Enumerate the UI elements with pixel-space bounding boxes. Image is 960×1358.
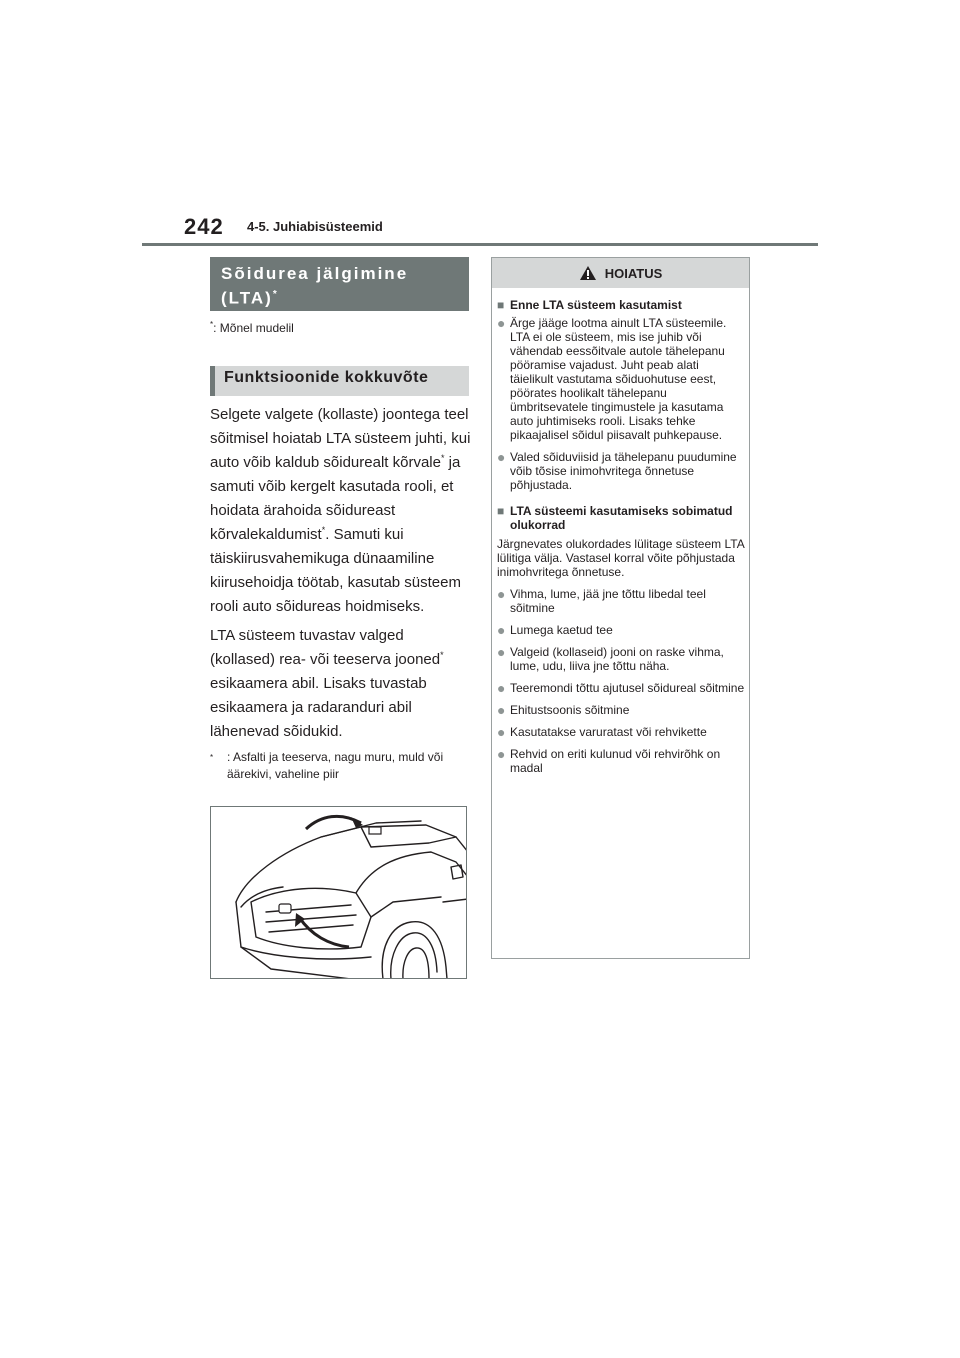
bullet-icon: ●	[497, 702, 506, 718]
note-asterisk: *	[210, 320, 214, 329]
list-item	[497, 747, 745, 775]
car-front-camera-radar-icon	[211, 807, 467, 979]
warning-section-1	[497, 298, 745, 312]
list-item	[497, 450, 745, 492]
list-item	[497, 725, 745, 739]
bullet-icon: ●	[497, 724, 506, 740]
warning-section-2	[497, 504, 745, 532]
warning-section-1-title: Enne LTA süsteem kasutamist	[510, 298, 682, 312]
p1-part2: ja samuti võib kergelt kasutada rooli, et hoidata ärahoida sõidureast kõrvalekaldumist	[210, 454, 461, 543]
list-item-text: Ärge jääge lootma ainult LTA süsteemile. LTA ei ole süsteem, mis ise juhib või vähendab eessõitvale autole tähelepanu pööramise vajadust. Juht peab alati täielikult vastutama sõiduohutuse eest, pöörates hoolikalt tähelepanu ümbritsevatele tingimustele ja kasutama auto juhtimiseks rooli. Lisaks tehke pikaajalisel sõidul piisavalt puhkepause.	[510, 316, 727, 442]
model-note	[210, 320, 294, 335]
bullet-icon: ●	[497, 644, 506, 660]
list-item	[497, 703, 745, 717]
square-bullet-icon: ■	[497, 298, 505, 312]
warning-box	[491, 257, 750, 959]
list-item-text: Rehvid on eriti kulunud või rehvirõhk on madal	[510, 747, 721, 775]
footnote-text: : Asfalti ja teeserva, nagu muru, muld või äärekivi, vaheline piir	[227, 750, 444, 781]
list-item	[497, 316, 745, 442]
paragraph-1	[210, 403, 472, 619]
p1-part1: Selgete valgete (kollaste) joontega teel sõitmisel hoiatab LTA süsteem juhti, kui auto võib kaldub sõidurealt kõrvale	[210, 406, 471, 471]
page-number: 242	[184, 214, 224, 239]
warning-header	[492, 258, 749, 288]
body-text	[210, 403, 472, 749]
list-item-text: Lumega kaetud tee	[510, 623, 613, 637]
subsection-title: Funktsioonide kokkuvõte	[210, 366, 469, 396]
section-title-line2: (LTA)	[221, 288, 273, 308]
section-title	[210, 257, 469, 311]
bullet-icon: ●	[497, 680, 506, 696]
list-item-text: Ehitustsoonis sõitmine	[510, 703, 630, 717]
list-item-text: Vihma, lume, jää jne tõttu libedal teel sõitmine	[510, 587, 706, 615]
p1-part3: . Samuti kui täiskiirusvahemikuga dünaamiline kiirusehoidja töötab, kasutab süsteem rooli auto sõidureas hoidmiseks.	[210, 526, 461, 615]
list-item-text: Valed sõiduviisid ja tähelepanu puudumine võib tõsise inimohvritega õnnetuse põhjustada.	[510, 450, 737, 492]
footnote-asterisk: *	[210, 753, 214, 762]
section-title-line1: Sõidurea jälgimine	[221, 264, 409, 283]
p1-asterisk-1: *	[440, 453, 445, 463]
bullet-icon: ●	[497, 746, 506, 762]
list-item	[497, 681, 745, 695]
chapter-title: 4-5. Juhiabisüsteemid	[247, 219, 383, 234]
list-item-text: Kasutatakse varuratast või rehvikette	[510, 725, 707, 739]
list-item	[497, 645, 745, 673]
bullet-icon: ●	[497, 586, 506, 602]
warning-section-2-intro: Järgnevates olukordades lülitage süsteem LTA lülitiga välja. Vastasel korral võite põhjustada inimohvritega õnnetuse.	[497, 537, 745, 579]
car-illustration	[210, 806, 467, 979]
section-title-asterisk: *	[272, 289, 277, 300]
p2-part1: LTA süsteem tuvastav valged (kollased) rea- või teeserva jooned	[210, 627, 441, 668]
list-item	[497, 587, 745, 615]
p1-asterisk-2: *	[321, 525, 326, 535]
bullet-icon: ●	[497, 622, 506, 638]
note-text: : Mõnel mudelil	[213, 321, 294, 335]
warning-title: HOIATUS	[604, 265, 663, 281]
p2-asterisk: *	[440, 650, 444, 660]
bullet-icon: ●	[497, 315, 506, 331]
list-item-text: Teeremondi tõttu ajutusel sõidureal sõitmine	[510, 681, 745, 695]
warning-body	[492, 288, 749, 775]
footnote	[210, 749, 472, 783]
list-item	[497, 623, 745, 637]
warning-section-2-title: LTA süsteemi kasutamiseks sobimatud olukorrad	[510, 504, 733, 532]
bullet-icon: ●	[497, 449, 506, 465]
list-item-text: Valgeid (kollaseid) jooni on raske vihma, lume, udu, liiva jne tõttu näha.	[510, 645, 724, 673]
p2-part2: esikaamera abil. Lisaks tuvastab esikaamera ja radaranduri abil lähenevad sõidukid.	[210, 675, 427, 740]
warning-triangle-icon	[579, 265, 597, 281]
square-bullet-icon: ■	[497, 504, 505, 518]
header-rule	[142, 243, 818, 246]
paragraph-2	[210, 624, 472, 744]
